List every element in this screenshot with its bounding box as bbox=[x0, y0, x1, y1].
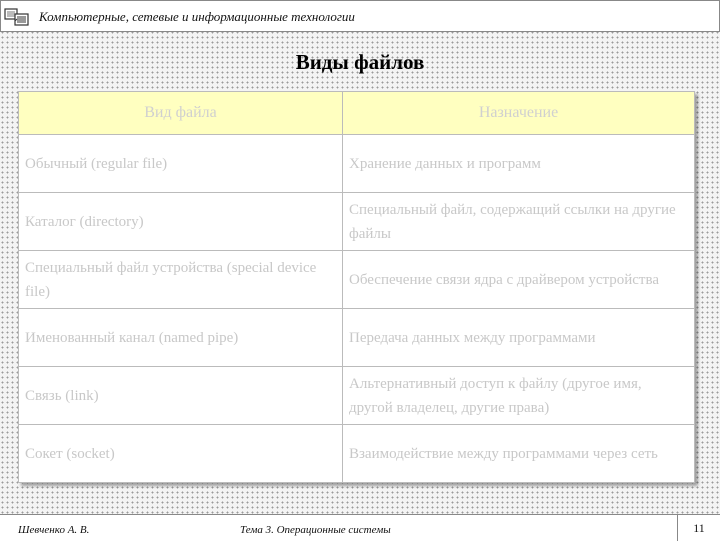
purpose-cell: Специальный файл, содержащий ссылки на другие файлы bbox=[343, 193, 695, 251]
purpose-cell: Хранение данных и программ bbox=[343, 135, 695, 193]
footer-topic: Тема 3. Операционные системы bbox=[240, 524, 391, 536]
slide-footer bbox=[0, 514, 720, 541]
column-header-file-type: Вид файла bbox=[19, 92, 343, 135]
purpose-cell: Взаимодействие между программами через сеть bbox=[343, 425, 695, 483]
table-header-row bbox=[19, 92, 695, 135]
file-type-cell: Специальный файл устройства (special device file) bbox=[19, 251, 343, 309]
table-row bbox=[19, 309, 695, 367]
file-type-cell: Обычный (regular file) bbox=[19, 135, 343, 193]
table-row bbox=[19, 193, 695, 251]
slide-title: Виды файлов bbox=[295, 50, 425, 74]
slide-header bbox=[0, 0, 720, 32]
file-type-cell: Именованный канал (named pipe) bbox=[19, 309, 343, 367]
purpose-cell: Передача данных между программами bbox=[343, 309, 695, 367]
footer-author: Шевченко А. В. bbox=[18, 524, 90, 536]
file-types-table bbox=[18, 91, 695, 483]
column-header-purpose: Назначение bbox=[343, 92, 695, 135]
purpose-cell: Альтернативный доступ к файлу (другое имя, другой владелец, другие права) bbox=[343, 367, 695, 425]
file-type-cell: Связь (link) bbox=[19, 367, 343, 425]
file-type-cell: Сокет (socket) bbox=[19, 425, 343, 483]
table-row bbox=[19, 425, 695, 483]
logo-icon bbox=[4, 4, 30, 28]
purpose-cell: Обеспечение связи ядра с драйвером устройства bbox=[343, 251, 695, 309]
header-title: Компьютерные, сетевые и информационные технологии bbox=[39, 9, 355, 24]
table-row bbox=[19, 251, 695, 309]
file-type-cell: Каталог (directory) bbox=[19, 193, 343, 251]
page-number: 11 bbox=[677, 515, 720, 541]
table-row bbox=[19, 135, 695, 193]
table-row bbox=[19, 367, 695, 425]
